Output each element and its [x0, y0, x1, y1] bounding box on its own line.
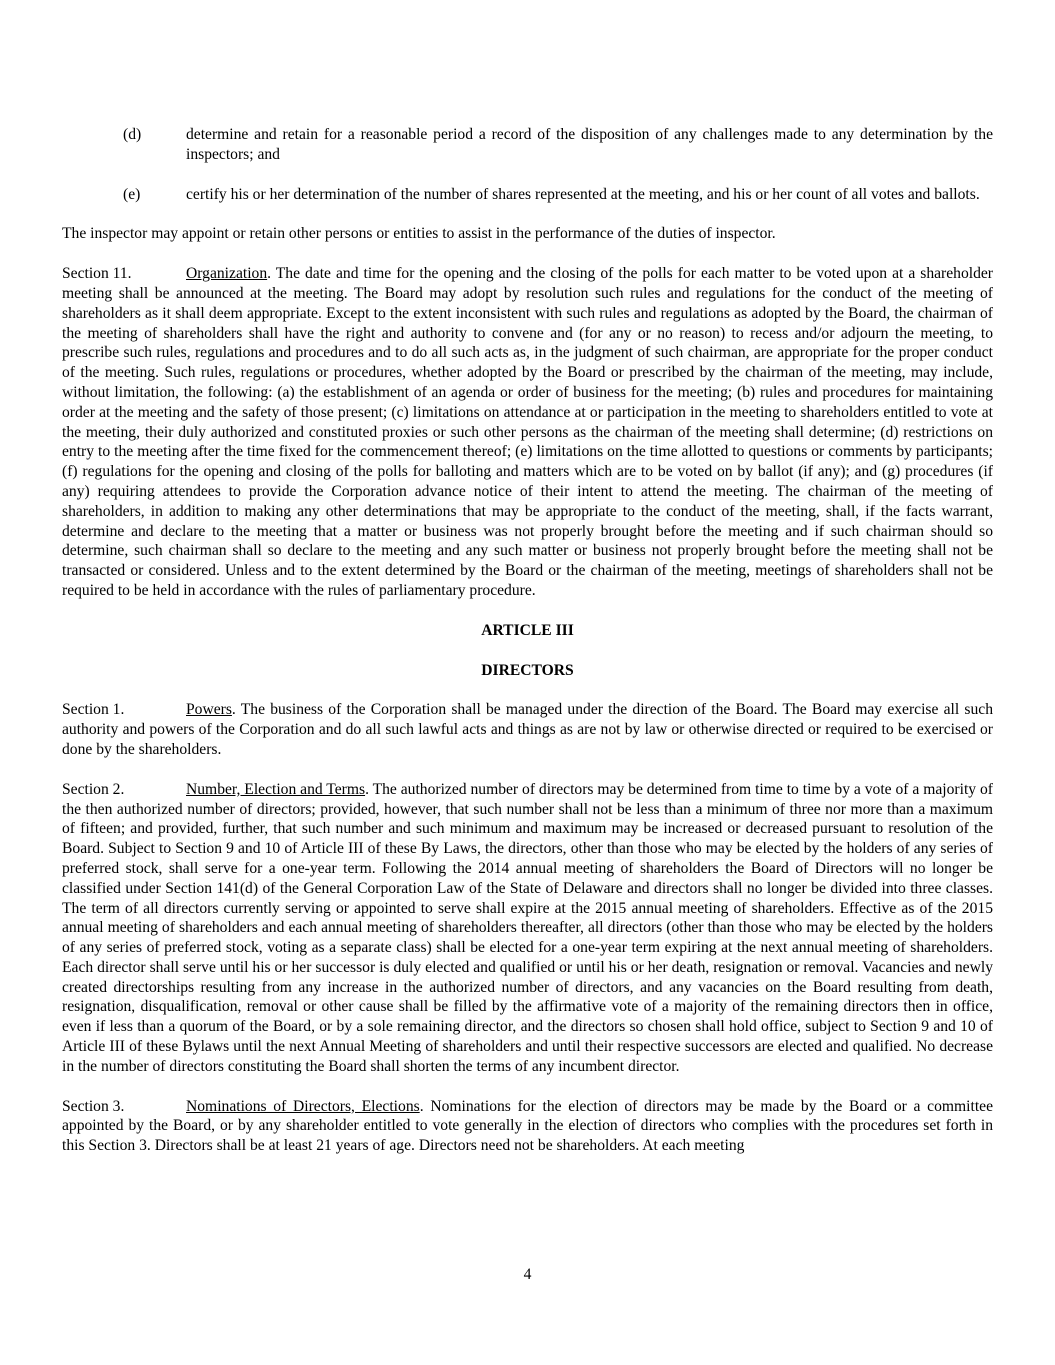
section-number: Section 3.	[62, 1097, 125, 1115]
inspector-paragraph: The inspector may appoint or retain other persons or entities to assist in the performance of the duties of inspector.	[62, 225, 776, 243]
section-1-powers	[62, 700, 993, 759]
section-title: Number, Election and Terms	[186, 780, 366, 798]
list-item-d	[62, 125, 993, 165]
article-title: DIRECTORS	[481, 661, 574, 679]
list-item-text: certify his or her determination of the number of shares represented at the meeting, and his or her count of all votes and ballots.	[186, 185, 980, 203]
section-title: Powers	[186, 701, 232, 719]
list-item-label: (e)	[123, 185, 141, 203]
list-item-label: (d)	[123, 126, 142, 143]
article-heading: ARTICLE III	[481, 621, 574, 639]
section-number: Section 2.	[62, 780, 125, 798]
section-text: . The date and time for the opening and the closing of the polls for each matter to be voted upon at a shareholder meeting shall be announced at the meeting. The Board may adopt by resolution such rules and regulations for the conduct of the meeting of shareholders as it shall deem appropriate. Except to the extent inconsistent with such rules and regulations as adopted by the Board, the chairman of the meeting of shareholders shall have the right and authority to convene and (for any or no reason) to recess and/or adjourn the meeting, to prescribe such rules, regulations and procedures and to do all such acts as, in the judgment of such chairman, are appropriate for the proper conduct of the meeting. Such rules, regulations or procedures, whether adopted by the Board or prescribed by the chairman of the meeting, may include, without limitation, the following: (a) the establishment of an agenda or order of business for the meeting; (b) rules and procedures for maintaining order at the meeting and the safety of those present; (c) limitations on attendance at or participation in the meeting to shareholders entitled to vote at the meeting, their duly authorized and constituted proxies or such other persons as the chairman of the meeting shall determine; (d) restrictions on entry to the meeting after the time fixed for the commencement thereof; (e) limitations on the time allotted to questions or comments by participants; (f) regulations for the opening and closing of the polls for balloting and matters which are to be voted on by ballot (if any); and (g) procedures (if any) requiring attendees to provide the Corporation advance notice of their intent to attend the meeting. The chairman of the meeting of shareholders, in addition to making any other determinations that may be appropriate to the conduct of the meeting, shall, if the facts warrant, determine and declare to the meeting that a matter or business was not properly brought before the meeting and if such chairman should so determine, such chairman shall so declare to the meeting and any such matter or business not properly brought before the meeting shall not be transacted or considered. Unless and to the extent determined by the Board or the chairman of the meeting, meetings of shareholders shall not be required to be held in accordance with the rules of parliamentary procedure.	[62, 265, 993, 599]
section-3-nominations	[62, 1097, 993, 1156]
section-text: . The authorized number of directors may be determined from time to time by a vote of a majority of the then authorized number of directors; provided, however, that such number shall not be less than a minimum of three nor more than a maximum of fifteen; and provided, further, that such number and such minimum and maximum may be increased or decreased pursuant to resolution of the Board. Subject to Section 9 and 10 of Article III of these By Laws, the directors, other than those who may be elected by the holders of any series of preferred stock, shall serve for a one-year term. Following the 2014 annual meeting of shareholders the Board of Directors will no longer be classified under Section 141(d) of the General Corporation Law of the State of Delaware and directors shall no longer be divided into three classes. The term of all directors currently serving or appointed to serve shall expire at the 2015 annual meeting of shareholders. Effective as of the 2015 annual meeting of shareholders and each annual meeting of shareholders thereafter, all directors (other than those who may be elected by the holders of any series of preferred stock, voting as a separate class) shall be elected for a one-year term expiring at the next annual meeting of shareholders. Each director shall serve until his or her successor is duly elected and qualified or until his or her death, resignation or removal. Vacancies and newly created directorships resulting from any increase in the authorized number of directors, and any vacancies on the Board resulting from death, resignation, disqualification, removal or other cause shall be filled by the affirmative vote of a majority of the remaining directors then in office, even if less than a quorum of the Board, or by a sole remaining director, and the directors so chosen shall hold office, subject to Section 9 and 10 of Article III of these Bylaws until the next Annual Meeting of shareholders and until their respective successors are elected and qualified. No decrease in the number of directors constituting the Board shall shorten the terms of any incumbent director.	[62, 780, 993, 1075]
section-2-number-election-terms	[62, 780, 993, 1077]
list-item-e	[62, 185, 993, 205]
document-page	[62, 125, 993, 1156]
section-text: . Nominations for the election of directors may be made by the Board or a committee appointed by the Board, or by any shareholder entitled to vote generally in the election of directors who complies with the procedures set forth in this Section 3. Directors shall be at least 21 years of age. Directors need not be shareholders. At each meeting	[62, 1097, 993, 1155]
section-text: . The business of the Corporation shall be managed under the direction of the Board. The Board may exercise all such authority and powers of the Corporation and do all such lawful acts and things as are not by law or otherwise directed or required to be exercised or done by the shareholders.	[62, 701, 993, 758]
section-number: Section 1.	[62, 701, 125, 719]
page-number: 4	[523, 1266, 532, 1283]
section-number: Section 11.	[62, 265, 132, 283]
section-title: Organization	[186, 265, 268, 283]
section-11-organization	[62, 264, 993, 601]
section-title: Nominations of Directors, Elections	[186, 1097, 420, 1115]
list-item-text: determine and retain for a reasonable period a record of the disposition of any challenges made to any determination by the inspectors; and	[186, 126, 993, 163]
